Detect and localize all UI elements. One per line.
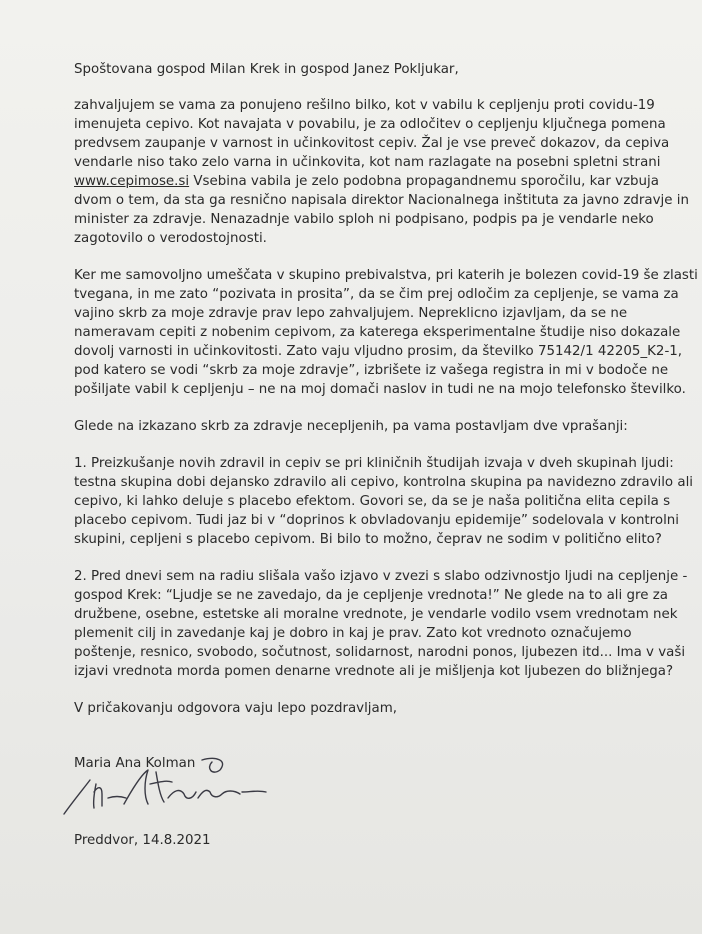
text-line-with-link bbox=[74, 172, 684, 191]
text-line: nameravam cepiti z nobenim cepivom, za katerega eksperimentalne študije niso dokazale bbox=[74, 325, 681, 340]
text-line: zahvaljujem se vama za ponujeno rešilno bilko, kot v vabilu k cepljenju proti covidu-19 bbox=[74, 98, 655, 113]
closing-line: V pričakovanju odgovora vaju lepo pozdravljam, bbox=[74, 701, 398, 716]
paragraph-1 bbox=[74, 96, 689, 248]
text-line: minister za zdravje. Nenazadnje vabilo sploh ni podpisano, podpis pa je vendarle neko bbox=[74, 212, 654, 227]
text-line: imenujeta cepivo. Kot navajata v povabilu, je za odločitev o cepljenju ključnega pomena bbox=[74, 117, 666, 132]
salutation: Spoštovana gospod Milan Krek in gospod Janez Pokljukar, bbox=[74, 62, 459, 77]
letter-body bbox=[74, 60, 698, 736]
text-line: placebo cepivom. Tudi jaz bi v “doprinos k obvladovanju epidemije” sodelovala v kontrolni bbox=[74, 513, 680, 528]
text-line: testna skupina dobi dejansko zdravilo ali cepivo, kontrolna skupina pa navidezno zdravilo ali bbox=[74, 475, 694, 490]
text-line: predvsem zaupanje v varnost in učinkovitost cepiv. Žal je vse preveč dokazov, da cepiva bbox=[74, 136, 670, 151]
paragraph-question-2 bbox=[74, 567, 688, 681]
text-line: skupini, cepljeni s placebo cepivom. Bi bilo to možno, čeprav ne sodim v politično elito? bbox=[74, 532, 662, 547]
paragraph-question-1 bbox=[74, 454, 694, 549]
text-line: pošiljate vabil k cepljenju – ne na moj domači naslov in tudi ne na mojo telefonsko številko. bbox=[74, 382, 686, 397]
text-line: Ker me samovoljno umeščata v skupino prebivalstva, pri katerih je bolezen covid-19 še zlasti bbox=[74, 268, 698, 283]
text-line: Glede na izkazano skrb za zdravje necepljenih, pa vama postavljam dve vprašanji: bbox=[74, 419, 628, 434]
handwritten-signature bbox=[60, 752, 290, 822]
text-fragment: Vsebina vabila je zelo podobna propagandnemu sporočilu, kar vzbuja bbox=[189, 174, 659, 189]
text-line: izjavi vrednota morda pomen denarne vrednote ali je mišljenja kot ljubezen do bližnjega? bbox=[74, 664, 674, 679]
text-line: tvegana, in me zato “pozivata in prosita”, da se čim prej odločim za cepljenje, se vama za bbox=[74, 287, 679, 302]
text-line: 2. Pred dnevi sem na radiu slišala vašo izjavo v zvezi s slabo odzivnostjo ljudi na cepljenje - bbox=[74, 569, 688, 584]
text-line: zagotovilo o verodostojnosti. bbox=[74, 231, 267, 246]
text-line: vendarle niso tako zelo varna in učinkovita, kot nam razlagate na posebni spletni strani bbox=[74, 155, 661, 170]
text-line: pod katero se vodi “skrb za moje zdravje”, izbrišete iz vašega registra in mi v bodoče ne bbox=[74, 363, 669, 378]
text-line: poštenje, resnico, svobodo, sočutnost, solidarnost, narodni ponos, ljubezen itd... Ima v vaši bbox=[74, 645, 686, 660]
text-line: 1. Preizkušanje novih zdravil in cepiv se pri kliničnih študijah izvaja v dveh skupinah ljudi: bbox=[74, 456, 674, 471]
text-line: družbene, osebne, estetske ali moralne vrednote, je vendarle vodilo vsem vrednotam nek bbox=[74, 607, 678, 622]
text-line: dovolj varnosti in učinkovitosti. Zato vaju vljudno prosim, da številko 75142/1 42205_K2-1, bbox=[74, 344, 683, 359]
text-line: dvom o tem, da sta ga resnično napisala direktor Nacionalnega inštituta za javno zdravje in bbox=[74, 193, 689, 208]
text-line: cepivo, ki lahko deluje s placebo efektom. Govori se, da se je naša politična elita cepila s bbox=[74, 494, 671, 509]
text-line: vajino skrb za moje zdravje prav lepo zahvaljujem. Nepreklicno izjavljam, da se ne bbox=[74, 306, 628, 321]
text-line: plemenit cilj in zavedanje kaj je dobro in kaj je prav. Zato kot vrednoto označujemo bbox=[74, 626, 632, 641]
place-date: Preddvor, 14.8.2021 bbox=[74, 833, 211, 848]
paragraph-2 bbox=[74, 266, 698, 399]
text-line: gospod Krek: “Ljudje se ne zavedajo, da je cepljenje vrednota!” Ne glede na to ali gre za bbox=[74, 588, 668, 603]
paragraph-3 bbox=[74, 417, 684, 436]
sender-name: Maria Ana Kolman bbox=[74, 756, 196, 771]
website-link[interactable]: www.cepimose.si bbox=[74, 174, 190, 189]
